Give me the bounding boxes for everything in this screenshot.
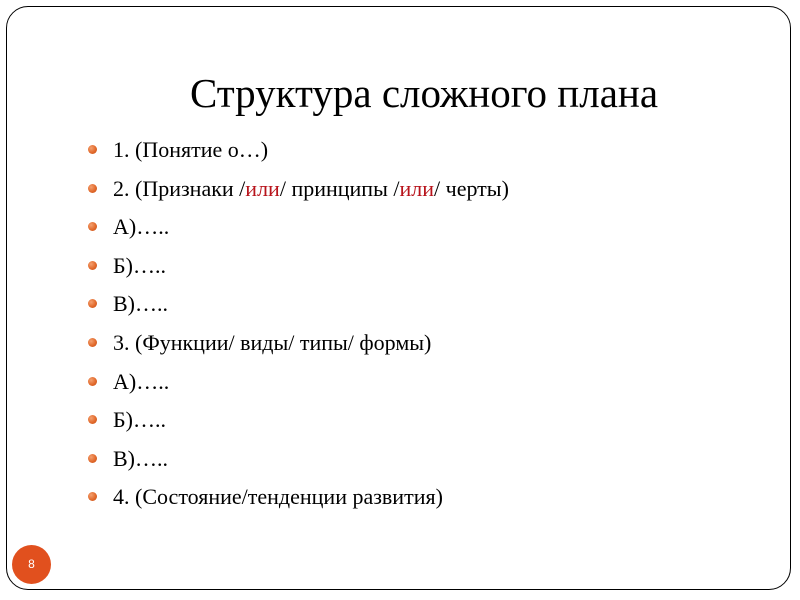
bullet-icon (88, 492, 97, 501)
slide-title: Структура сложного плана (189, 70, 659, 116)
page-number-badge: 8 (12, 545, 51, 584)
list-item (88, 285, 509, 324)
bullet-icon (88, 415, 97, 424)
bullet-icon (88, 377, 97, 386)
list-item (88, 324, 509, 363)
list-item-text: Б)….. (113, 252, 166, 278)
bullet-icon (88, 454, 97, 463)
list-item (88, 247, 509, 286)
bullet-list (88, 131, 509, 517)
list-item (88, 170, 509, 209)
list-item-text: А)….. (113, 368, 170, 394)
bullet-icon (88, 184, 97, 193)
highlight-word: или (399, 175, 435, 201)
list-item-text: А)….. (113, 214, 170, 240)
list-item-text-end: / черты) (434, 175, 509, 201)
highlight-word: или (245, 175, 280, 201)
list-item (88, 401, 509, 440)
list-item-text: 4. (Состояние/тенденции развития) (113, 484, 443, 510)
list-item-text: В)….. (113, 445, 168, 471)
list-item-text: В)….. (113, 291, 168, 317)
list-item-text-middle: / принципы / (279, 175, 400, 201)
list-item-text: 1. (Понятие о…) (113, 137, 269, 162)
list-item (88, 131, 509, 170)
list-item (88, 478, 509, 517)
bullet-icon (88, 299, 97, 308)
bullet-icon (88, 261, 97, 270)
list-item (88, 208, 509, 247)
list-item-text: 3. (Функции/ виды/ типы/ формы) (113, 329, 432, 355)
list-item-text: Б)….. (113, 407, 166, 433)
bullet-icon (88, 338, 97, 347)
list-item (88, 363, 509, 402)
bullet-icon (88, 145, 97, 154)
bullet-icon (88, 222, 97, 231)
list-item-text-start: 2. (Признаки / (113, 175, 246, 201)
list-item (88, 440, 509, 479)
